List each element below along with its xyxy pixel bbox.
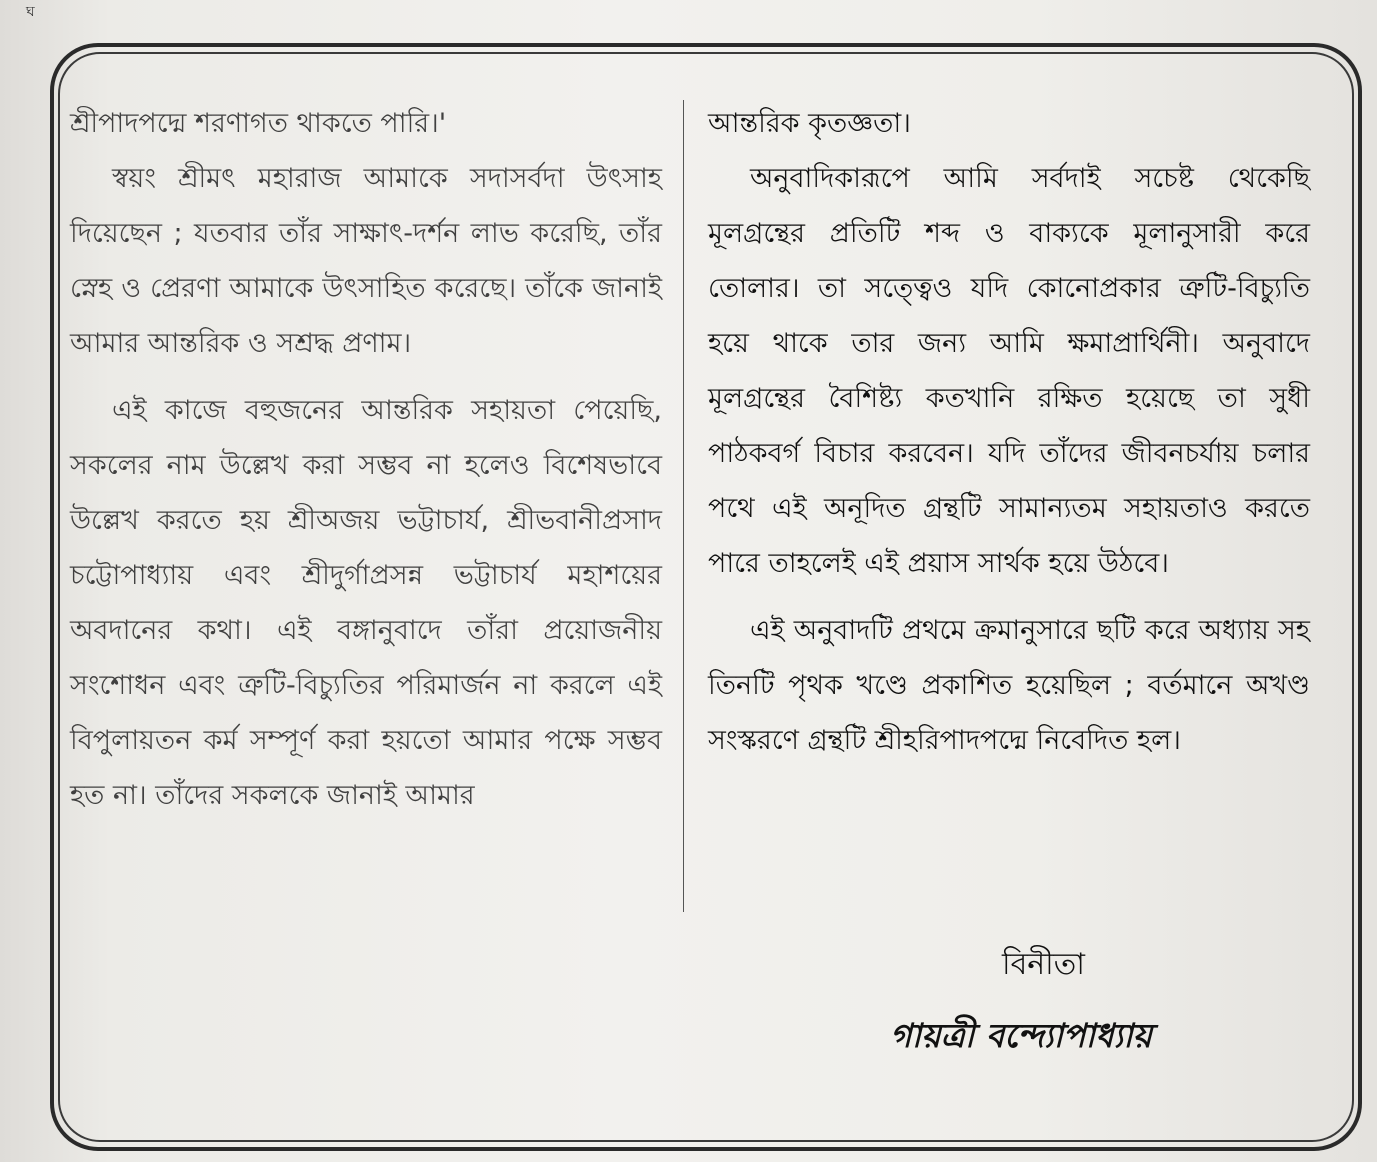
left-paragraph-3: এই কাজে বহুজনের আন্তরিক সহায়তা পেয়েছি, সকলের নাম উল্লেখ করা সম্ভব না হলেও বিশেষভাবে উল্লেখ করতে হয় শ্রীঅজয় ভট্টাচার্য, শ্রীভবানীপ্রসাদ চট্টোপাধ্যায় এবং শ্রীদুর্গাপ্রসন্ন ভট্টাচার্য মহাশয়ের অবদানের কথা। এই বঙ্গানুবাদে তাঁরা প্রয়োজনীয় সংশোধন এবং ত্রুটি-বিচ্যুতির পরিমার্জন না করলে এই বিপুলায়তন কর্ম সম্পূর্ণ করা হয়তো আমার পক্ষে সম্ভব হত না। তাঁদের সকলকে জানাই আমার — [70, 395, 662, 811]
right-paragraph-3: এই অনুবাদটি প্রথমে ক্রমানুসারে ছটি করে অধ্যায় সহ তিনটি পৃথক খণ্ডে প্রকাশিত হয়েছিল ; বর্তমানে অখণ্ড সংস্করণে গ্রন্থটি শ্রীহরিপাদপদ্মে নিবেদিত হল। — [708, 615, 1310, 756]
right-paragraph-1: আন্তরিক কৃতজ্ঞতা। — [708, 108, 911, 139]
author-signature: গায়ত্রী বন্দ্যোপাধ্যায় — [890, 1016, 1153, 1055]
left-paragraph-1: শ্রীপাদপদ্মে শরণাগত থাকতে পারি।' — [70, 108, 447, 139]
left-paragraph-2: স্বয়ং শ্রীমৎ মহারাজ আমাকে সদাসর্বদা উৎসাহ দিয়েছেন ; যতবার তাঁর সাক্ষাৎ-দর্শন লাভ করেছি, তাঁর স্নেহ ও প্রেরণা আমাকে উৎসাহিত করেছে। তাঁকে জানাই আমার আন্তরিক ও সশ্রদ্ধ প্রণাম। — [70, 163, 662, 359]
right-paragraph-2: অনুবাদিকারূপে আমি সর্বদাই সচেষ্ট থেকেছি মূলগ্রন্থের প্রতিটি শব্দ ও বাক্যকে মূলানুসারী করে তোলার। তা সত্ত্বেও যদি কোনোপ্রকার ত্রুটি-বিচ্যুতি হয়ে থাকে তার জন্য আমি ক্ষমাপ্রার্থিনী। অনুবাদে মূলগ্রন্থের বৈশিষ্ট্য কতখানি রক্ষিত হয়েছে তা সুধী পাঠকবর্গ বিচার করবেন। যদি তাঁদের জীবনচর্যায় চলার পথে এই অনূদিত গ্রন্থটি সামান্যতম সহায়তাও করতে পারে তাহলেই এই প্রয়াস সার্থক হয়ে উঠবে। — [708, 163, 1310, 579]
page-marker: ঘ — [26, 4, 35, 20]
column-divider — [683, 100, 684, 912]
signoff-text: বিনীতা — [1002, 947, 1085, 982]
right-text-column — [708, 96, 1310, 768]
left-text-column — [70, 96, 662, 823]
